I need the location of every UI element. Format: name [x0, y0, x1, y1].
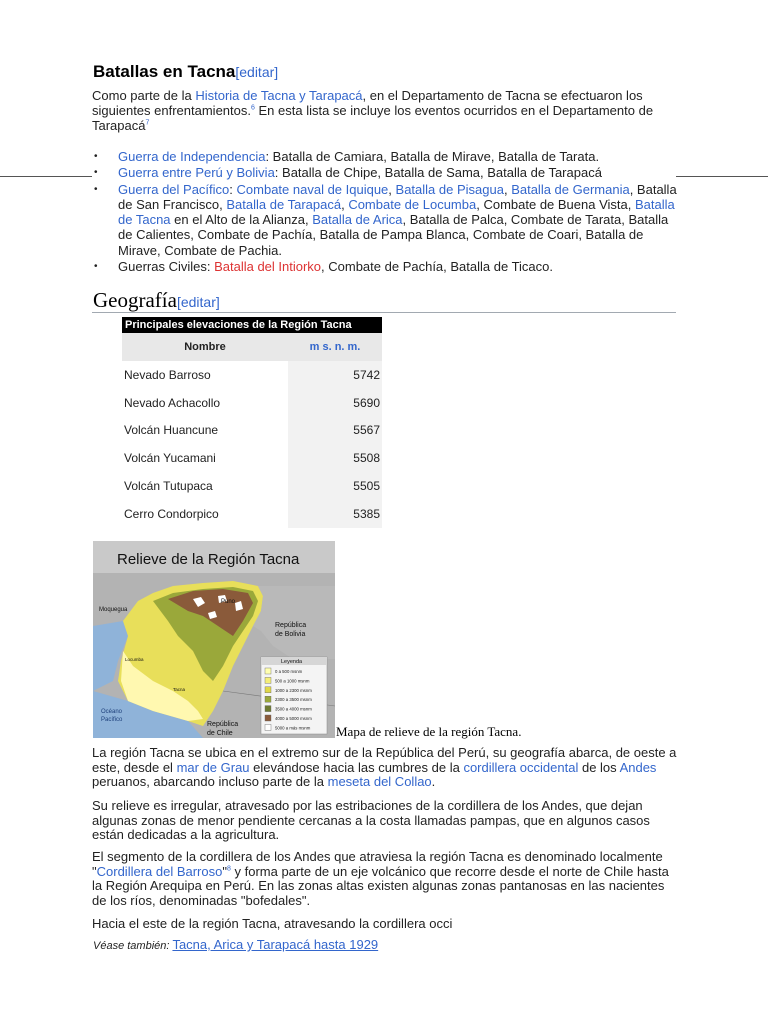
legend-label: 2300 a 3500 msnm — [275, 697, 312, 703]
text-run: : Batalla de Chipe, Batalla de Sama, Batalla de Tarapacá — [274, 165, 602, 181]
intro-paragraph: Como parte de la Historia de Tacna y Tarapacá, en el Departamento de Tacna se efectuaron los siguientes enfrentamientos.$^6$ En esta lista se incluye los eventos ocurridos en el Departamento de Tarapacá$^7$ — [92, 88, 654, 133]
text-run: , Batalla de San Francisco, — [118, 181, 677, 212]
map-label-oceano-1: Océano — [101, 709, 123, 715]
paragraph-ubicacion — [92, 746, 678, 790]
table-row — [122, 472, 382, 500]
map-caption: Mapa de relieve de la región Tacna. — [336, 724, 522, 739]
legend-label: 500 a 1000 msnm — [275, 678, 310, 684]
relief-map[interactable] — [93, 541, 335, 738]
link-mar-de-grau[interactable]: mar de Grau — [176, 759, 250, 775]
text-run: peruanos, abarcando incluso parte de la — [92, 774, 328, 789]
link-guerra-del-pacifico[interactable]: Guerra del Pacífico — [118, 181, 230, 197]
table-row — [122, 444, 382, 472]
link-batalla-de-germania[interactable]: Batalla de Germania — [511, 181, 630, 197]
map-title: Relieve de la Región Tacna — [117, 551, 300, 568]
text-run: El segmento de la cordillera de los Andes que atraviesa la región Tacna es denominado localmente " — [92, 849, 663, 879]
legend-swatch — [265, 715, 271, 721]
cell-name: Cerro Condorpico — [124, 506, 219, 521]
map-label-puno: Puno — [221, 599, 236, 605]
text-run: elevándose hacia las cumbres de la — [249, 759, 464, 775]
map-label-bolivia-1: República — [275, 622, 307, 629]
text-run: Guerras Civiles: — [118, 259, 215, 275]
edit-link-batallas[interactable]: [editar] — [235, 64, 279, 80]
map-label-chile-2: de Chile — [207, 730, 233, 737]
edit-link-geografia[interactable]: [editar] — [176, 294, 220, 310]
link-andes[interactable]: Andes — [619, 759, 657, 775]
paragraph-relieve: Su relieve es irregular, atravesado por las estribaciones de la cordillera de los Andes, que dejan algunas zonas de menor pendiente cercanas a la costa llamadas pampas, que en algunos casos están dedicadas a la agricultura. — [92, 798, 650, 842]
link-guerra-de-independencia[interactable]: Guerra de Independencia — [118, 149, 266, 164]
column-header-altitude[interactable]: m s. n. m. — [288, 333, 382, 361]
legend-swatch — [265, 706, 271, 712]
cell-name: Nevado Achacollo — [124, 395, 221, 410]
table-row — [122, 417, 382, 445]
battles-list — [92, 149, 678, 275]
map-label-tacna: Tacna — [173, 687, 186, 692]
cell-altitude: 5508 — [288, 444, 382, 472]
legend-title: Leyenda — [281, 659, 303, 665]
link-batalla-de-tarapaca[interactable]: Batalla de Tarapacá — [226, 196, 342, 212]
link-combate-de-locumba[interactable]: Combate de Locumba — [348, 196, 477, 212]
bullet-icon: • — [94, 261, 98, 273]
text-run: en el Alto de la Alianza, — [170, 212, 313, 228]
legend-label: 1000 a 2300 msnm — [275, 687, 312, 693]
legend-swatch — [265, 724, 271, 730]
divider-right — [676, 176, 768, 177]
map-label-bolivia-2: de Bolivia — [275, 631, 306, 638]
text-run: . — [431, 774, 436, 789]
link-historia-tacna[interactable]: Historia de Tacna y Tarapacá — [195, 88, 363, 103]
map-label-moquegua: Moquegua — [99, 607, 128, 613]
text-run: , — [503, 181, 512, 197]
heading-rule — [92, 312, 676, 313]
text-run: y forma parte de un eje volcánico que recorre desde el norte de Chile hasta la Región Arequipa en Perú. En las zonas altas existen algunas zonas pantanosas en las nacientes de los ríos, denominadas "bofedales". — [92, 863, 669, 908]
cell-altitude: 5690 — [288, 389, 382, 417]
see-also — [93, 937, 378, 952]
map-label-locumba: Locumba — [125, 657, 144, 662]
divider-left — [0, 176, 92, 177]
legend-label: 0 a 500 msnm — [275, 669, 303, 674]
text-run: , Batalla de Palca, Combate de Tarata, Batalla de Calientes, Combate de Pachía, Batalla de Pampa Blanca, Combate de Coari, Batalla de Mirave, Combate de Pachia. — [118, 212, 669, 258]
list-item — [92, 165, 678, 180]
legend-label: 4000 a 5000 msnm — [275, 716, 312, 721]
text-run: " — [222, 863, 227, 879]
text-run: , Combate de Pachía, Batalla de Ticaco. — [321, 259, 553, 275]
section-title-batallas: Batallas en Tacna[editar] — [93, 62, 279, 81]
cell-altitude: 5567 — [288, 417, 382, 445]
see-also-link[interactable]: Tacna, Arica y Tarapacá hasta 1929 — [172, 937, 379, 952]
map-legend — [261, 657, 327, 734]
text-run: : Batalla de Camiara, Batalla de Mirave, Batalla de Tarata. — [265, 149, 600, 164]
reference-7[interactable]: 7 — [145, 119, 150, 127]
cell-name: Nevado Barroso — [124, 367, 211, 382]
link-batalla-de-arica[interactable]: Batalla de Arica — [312, 212, 403, 228]
link-guerra-entre-peru-y-bolivia[interactable]: Guerra entre Perú y Bolivia — [118, 165, 275, 181]
text-run: : — [229, 181, 237, 197]
bullet-icon: • — [94, 167, 98, 179]
column-header-name: Nombre — [122, 333, 288, 361]
cell-name: Volcán Tutupaca — [124, 479, 213, 494]
legend-label: 5000 a más msnm — [275, 725, 311, 731]
text-run: La región Tacna se ubica en el extremo sur de la República del Perú, su geografía abarca, de oeste a este, desde el — [92, 745, 677, 775]
link-batalla-de-pisagua[interactable]: Batalla de Pisagua — [395, 181, 504, 197]
link-batalla-de-tacna[interactable]: Batalla de Tacna — [118, 196, 675, 228]
table-row — [122, 361, 382, 389]
link-cordillera-del-barroso[interactable]: Cordillera del Barroso — [96, 863, 223, 879]
bullet-icon: • — [94, 183, 98, 195]
list-item — [92, 182, 678, 258]
legend-swatch — [265, 677, 271, 683]
legend-swatch — [265, 696, 271, 702]
link-batalla-del-intiorko[interactable]: Batalla del Intiorko — [214, 259, 322, 275]
section-title-geografia: Geografía[editar] — [93, 288, 220, 312]
text-run: , Combate de Buena Vista, — [476, 196, 635, 212]
reference-6[interactable]: 6 — [250, 104, 255, 112]
text-run: de los — [578, 759, 620, 775]
table-row — [122, 500, 382, 528]
link-combate-naval-de-iquique[interactable]: Combate naval de Iquique — [236, 181, 389, 197]
paragraph-cordillera — [92, 850, 678, 908]
legend-swatch — [265, 668, 271, 674]
map-label-chile-1: República — [207, 721, 239, 728]
link-cordillera-occidental[interactable]: cordillera occidental — [463, 759, 579, 775]
table-caption: Principales elevaciones de la Región Tacna — [122, 317, 382, 333]
bullet-icon: • — [94, 151, 98, 162]
cell-name: Volcán Yucamani — [124, 451, 216, 466]
list-item — [92, 149, 678, 164]
cell-altitude: 5385 — [288, 500, 382, 528]
map-label-oceano-2: Pacífico — [101, 717, 123, 723]
elevations-table — [122, 317, 382, 528]
link-meseta-del-collao[interactable]: meseta del Collao — [327, 774, 432, 789]
text-run: , — [388, 181, 396, 197]
see-also-label: Véase también: — [93, 940, 170, 952]
list-item — [92, 259, 678, 274]
paragraph-este: Hacia el este de la región Tacna, atravesando la cordillera occi — [92, 916, 453, 931]
legend-label: 3500 a 4000 msnm — [275, 706, 312, 712]
legend-swatch — [265, 687, 271, 693]
relief-map-graphic — [93, 541, 335, 738]
table-row — [122, 389, 382, 417]
cell-altitude: 5742 — [288, 361, 382, 389]
reference-8[interactable]: 8 — [226, 865, 231, 873]
text-run: , — [341, 196, 349, 212]
cell-name: Volcán Huancune — [124, 423, 219, 438]
cell-altitude: 5505 — [288, 472, 382, 500]
